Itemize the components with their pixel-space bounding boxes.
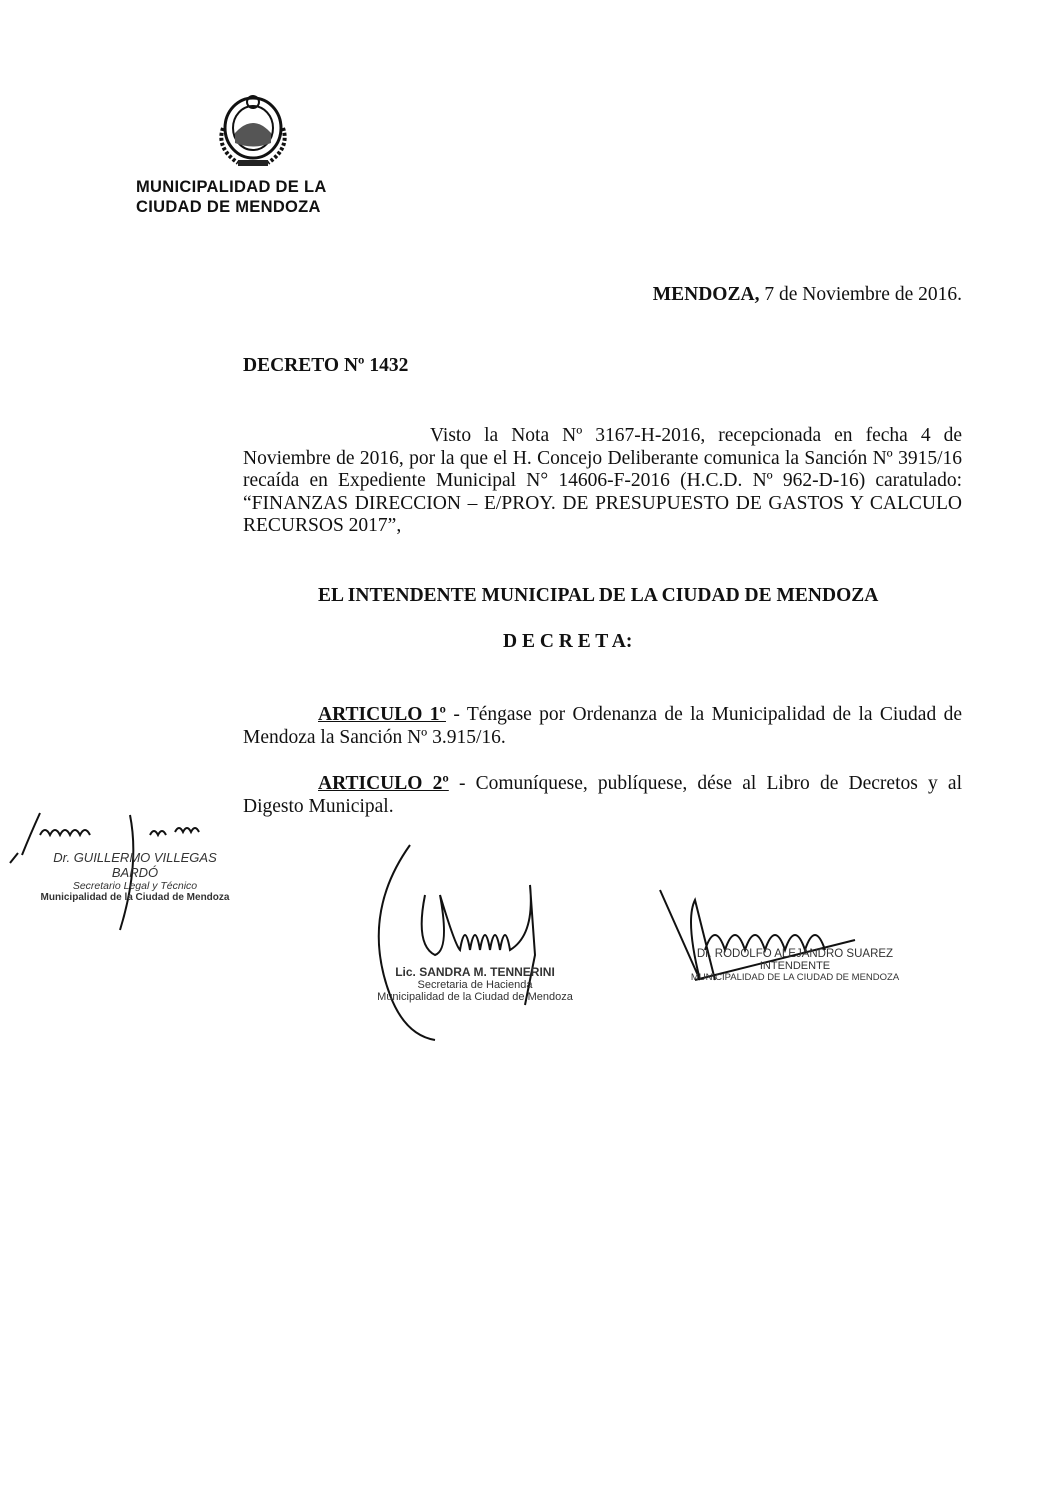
date-line (243, 284, 962, 307)
date-place: MENDOZA, (652, 284, 760, 305)
signer-name: Dr. RODOLFO ALEJANDRO SUAREZ (696, 948, 894, 960)
article-label: ARTICULO 2º (318, 773, 449, 794)
signature-tennerini (360, 835, 560, 1045)
header-line-2: CIUDAD DE MENDOZA (136, 198, 321, 216)
signer-name: Lic. SANDRA M. TENNERINI (395, 965, 555, 979)
article-text: - Téngase por Ordenanza de la Municipalidad de la Ciudad de Mendoza la Sanción Nº 3.915/16. (243, 704, 962, 748)
signer-role: Secretaria de Hacienda (417, 979, 533, 991)
header-line-1: MUNICIPALIDAD DE LA (136, 178, 327, 196)
stamp-suarez (690, 948, 900, 983)
signer-org: Municipalidad de la Ciudad de Mendoza (377, 991, 573, 1003)
article-1 (243, 704, 962, 749)
article-text: - Comuníquese, publíquese, dése al Libro de Decretos y al Digesto Municipal. (243, 773, 962, 817)
stamp-villegas (30, 850, 240, 903)
article-label: ARTICULO 1º (318, 704, 446, 725)
considerando-paragraph: Visto la Nota Nº 3167-H-2016, recepcionada en fecha 4 de Noviembre de 2016, por la que el H. Concejo Deliberante comunica la Sanción Nº 3915/16 recaída en Expediente Municipal N° 14606-F-2016 (H.C.D. Nº 962-D-16) caratulado: “FINANZAS DIRECCION – E/PROY. DE PRESUPUESTO DE GASTOS Y CALCULO RECURSOS 2017”, (243, 425, 962, 536)
signer-org: Municipalidad de la Ciudad de Mendoza (40, 892, 230, 903)
article-2 (243, 773, 962, 818)
signer-role: Secretario Legal y Técnico (72, 880, 198, 892)
decreta-heading: D E C R E T A: (503, 631, 633, 652)
signer-org: MUNICIPALIDAD DE LA CIUDAD DE MENDOZA (690, 972, 900, 983)
date-text: 7 de Noviembre de 2016. (759, 284, 962, 305)
decree-title: DECRETO Nº 1432 (243, 355, 409, 376)
authority-heading: EL INTENDENTE MUNICIPAL DE LA CIUDAD DE MENDOZA (318, 585, 879, 606)
coat-of-arms-icon (208, 88, 298, 174)
signer-role: INTENDENTE (759, 960, 831, 972)
signer-name: Dr. GUILLERMO VILLEGAS BARDÓ (53, 850, 217, 880)
stamp-tennerini (370, 965, 580, 1003)
municipality-header (136, 177, 327, 217)
